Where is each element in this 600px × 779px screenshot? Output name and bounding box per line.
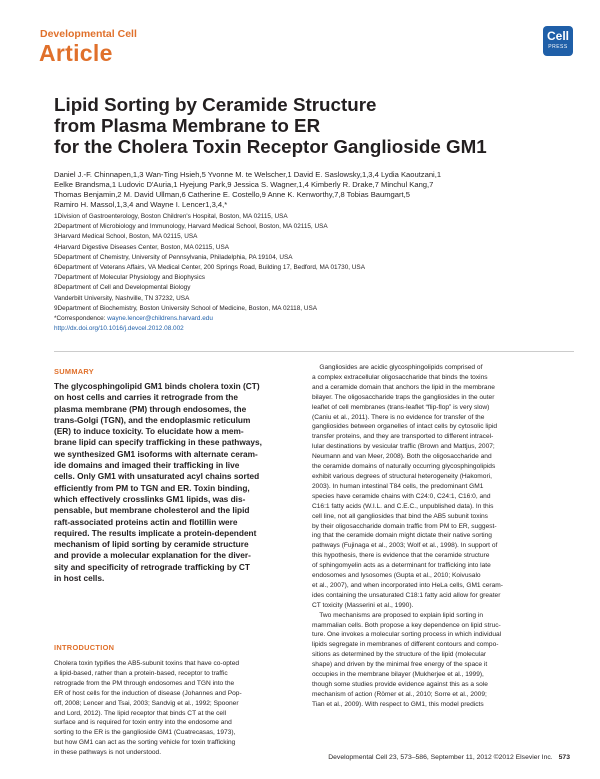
body-line: species have ceramide chains with C24:0, C24:1, C16:0, and [312,492,491,500]
body-line: cell line, not all gangliosides that bind the AB5 subunit toxins [312,512,488,520]
body-line: exhibit various degrees of structural heterogeneity (Hakomori, [312,472,492,480]
summary-line: ide domains and imaged their trafficking in live [54,460,240,471]
page-footer [0,754,570,761]
correspondence-email-link[interactable]: wayne.lencer@childrens.harvard.edu [107,315,213,323]
title-line: from Plasma Membrane to ER [54,115,321,136]
logo-word: Cell [546,29,569,43]
body-line: gangliosides between organelles of intact cells by cytosolic lipid [312,423,498,431]
summary-text [54,381,294,584]
summary-line: and provide a molecular explanation for the diver- [54,550,251,561]
affiliation: 8Department of Cell and Developmental Biology [54,284,191,292]
introduction-text [54,659,294,758]
author-line: Thomas Benjamin,2 M. David Ullman,6 Catherine E. Costello,9 Anne K. Kenworthy,7,8 Tobias Baumgart,5 [54,190,410,200]
intro-line: sorting to the ER is the ganglioside GM1 (Cuatrecasas, 1973), [54,729,236,737]
body-line: Two mechanisms are proposed to explain lipid sorting in [312,611,484,619]
title-line: Lipid Sorting by Ceramide Structure [54,94,377,115]
body-line: mechanism of action (Römer et al., 2010; Sorre et al., 2009; [312,690,487,698]
intro-line: a lipid-based, rather than a protein-based, receptor to traffic [54,669,228,677]
title-line: for the Cholera Toxin Receptor Ganglioside GM1 [54,136,487,157]
affiliation: 2Department of Microbiology and Immunology, Harvard Medical School, Boston, MA 02115, USA [54,223,328,231]
cell-press-logo[interactable] [543,26,573,56]
journal-name: Developmental Cell [40,28,137,40]
intro-line: Cholera toxin typifies the AB5-subunit toxins that have co-opted [54,660,240,667]
summary-line: cells. Only GM1 with unsaturated acyl chains sorted [54,471,260,482]
body-line: bilayer. The oligosaccharide traps the gangliosides in the outer [312,393,495,401]
body-line: ture. One invokes a molecular sorting process in which individual [312,631,502,639]
body-line: Gangliosides are acidic glycosphingolipids comprised of [312,364,483,371]
intro-line: retrograde from the PM through endosomes and TGN into the [54,679,235,687]
affiliation: 5Department of Chemistry, University of Pennsylvania, Philadelphia, PA 19104, USA [54,253,293,261]
correspondence-label: *Correspondence: [54,315,108,323]
body-line: transfer proteins, and they are transported to different intracel- [312,433,494,441]
footer-citation: Developmental Cell 23, 573–586, September 11, 2012 ©2012 Elsevier Inc. [328,754,553,761]
affiliations [54,212,584,334]
summary-line: plasma membrane (PM) through endosomes, the [54,403,247,414]
body-line: of sphingomyelin acts as a determinant for trafficking into late [312,562,491,570]
summary-line: The glycosphingolipid GM1 binds cholera toxin (CT) [54,381,260,391]
body-text-right-column [312,363,576,710]
author-list [54,170,584,210]
body-line: Neumann and van Meer, 2008). Both the oligosaccharide and [312,453,492,461]
summary-line: trans-Golgi (TGN), and the endoplasmic reticulum [54,414,251,425]
body-line: ides containing the unsaturated C18:1 fatty acid allow for greater [312,591,501,599]
affiliation: Vanderbilt University, Nashville, TN 37232, USA [54,294,190,302]
intro-line: ER of host cells for the induction of disease (Johannes and Pop- [54,689,242,697]
summary-line: required. The results implicate a protein-dependent [54,527,257,538]
summary-line: in host cells. [54,573,105,584]
body-line: the ceramide domains of naturally occurring glycosphingolipids [312,463,496,471]
author-line: Daniel J.-F. Chinnapen,1,3 Wan-Ting Hsieh,5 Yvonne M. te Welscher,1 David E. Saslowsky,1,3,4 Lydia Kaoutzani,1 [54,170,442,179]
intro-line: in these pathways is not understood. [54,749,162,757]
body-line: and a ceramide domain that anchors the lipid in the membrane [312,383,495,391]
summary-line: which effectively crosslinks GM1 lipids, was dis- [54,493,246,504]
affiliation: 9Department of Biochemistry, Boston University School of Medicine, Boston, MA 02118, USA [54,304,317,312]
summary-line: efficiently from PM to TGN and ER. Toxin binding, [54,482,250,493]
summary-line: pensable, but membrane cholesterol and the lipid [54,505,250,516]
body-line: a complex extracellular oligosaccharide that binds the toxins [312,373,488,381]
body-line: this hypothesis, there is evidence that the ceramide structure [312,552,490,560]
body-line: et al., 2007), and when incorporated into HeLa cells, GM1 ceram- [312,581,503,589]
intro-line: and Lord, 2012). The lipid receptor that binds CT at the cell [54,709,227,717]
body-line: though some studies provide evidence against this as a sole [312,681,488,688]
affiliation: 4Harvard Digestive Diseases Center, Boston, MA 02115, USA [54,243,229,251]
affiliation: 1Division of Gastroenterology, Boston Children's Hospital, Boston, MA 02115, USA [54,213,288,220]
body-line: mammalian cells. Both propose a key dependence on lipid struc- [312,621,501,629]
body-line: (Caniu et al., 2011). There is no evidence for transfer of the [312,413,485,421]
body-line: CT toxicity (Masserini et al., 1990). [312,601,414,609]
body-line: lipids segregate in membranes of different contours and compo- [312,641,499,649]
body-line: C16:1 fatty acids (W.I.L. and C.E.C., unpublished data). In this [312,502,494,510]
summary-line: mechanism of lipid sorting by ceramide structure [54,539,249,550]
correspondence [54,314,584,324]
article-title [54,94,574,157]
body-line: lular destinations by vesicular traffic (Brown and Mattjus, 2007; [312,443,495,451]
intro-line: surface and is required for toxin entry into the endosome and [54,719,232,727]
body-line: occupies in the membrane bilayer (Mukherjee et al., 1999), [312,671,484,679]
body-line: pathways (Fujinaga et al., 2003; Wolf et al., 1998). In support of [312,542,498,550]
body-line: endosomes and lysosomes (Gupta et al., 2010; Koivusalo [312,572,481,580]
body-line: Tian et al., 2009). With respect to GM1, this model predicts [312,700,484,708]
intro-line: off, 2008; Lencer and Tsai, 2003; Sandvig et al., 1992; Spooner [54,699,239,707]
summary-line: on host cells and carries it retrograde from the [54,392,238,403]
summary-heading: SUMMARY [54,367,95,376]
article-type: Article [39,40,113,66]
body-line: ing that the ceramide domain might dictate their native sorting [312,532,492,540]
summary-line: brane lipid can specify trafficking in these pathways, [54,437,262,448]
summary-line: (ER) to induce toxicity. To elucidate how a mem- [54,426,244,437]
intro-line: but how GM1 can act as the sorting vehicle for toxin trafficking [54,739,236,747]
logo-sub: PRESS [548,44,568,50]
body-line: 2003). In human intestinal T84 cells, the predominant GM1 [312,482,484,490]
body-line: sitions as determined by the structure of the lipid (molecular [312,651,487,659]
affiliation: 7Department of Molecular Physiology and Biophysics [54,274,205,282]
page-number: 573 [558,754,570,761]
summary-line: sity and specificity of retrograde trafficking by CT [54,561,250,572]
introduction-heading: INTRODUCTION [54,643,115,652]
body-line: leaflet of cell membranes (trans-leaflet “flip-flop” is very slow) [312,403,490,411]
section-divider [54,351,574,352]
author-line: Eelke Brandsma,1 Ludovic D'Auria,1 Hyejung Park,9 Jessica S. Wagner,1,4 Kimberly R. Drake,7 Minchul Kang,7 [54,180,434,190]
body-line: by their oligosaccharide domain traffic from PM to ER, suggest- [312,522,497,530]
summary-line: we synthesized GM1 isoforms with alternate ceram- [54,448,258,459]
doi-link[interactable]: http://dx.doi.org/10.1016/j.devcel.2012.08.002 [54,325,184,333]
affiliation: 3Harvard Medical School, Boston, MA 02115, USA [54,233,198,241]
affiliation: 6Department of Veterans Affairs, VA Medical Center, 200 Springs Road, Building 17, Bedford, MA 01730, USA [54,264,365,272]
summary-line: raft-associated proteins actin and flotillin were [54,516,238,527]
body-line: shape) and driven by the minimal free energy of the space it [312,661,488,669]
author-line: Ramiro H. Massol,1,3,4 and Wayne I. Lencer1,3,4,* [54,200,228,210]
